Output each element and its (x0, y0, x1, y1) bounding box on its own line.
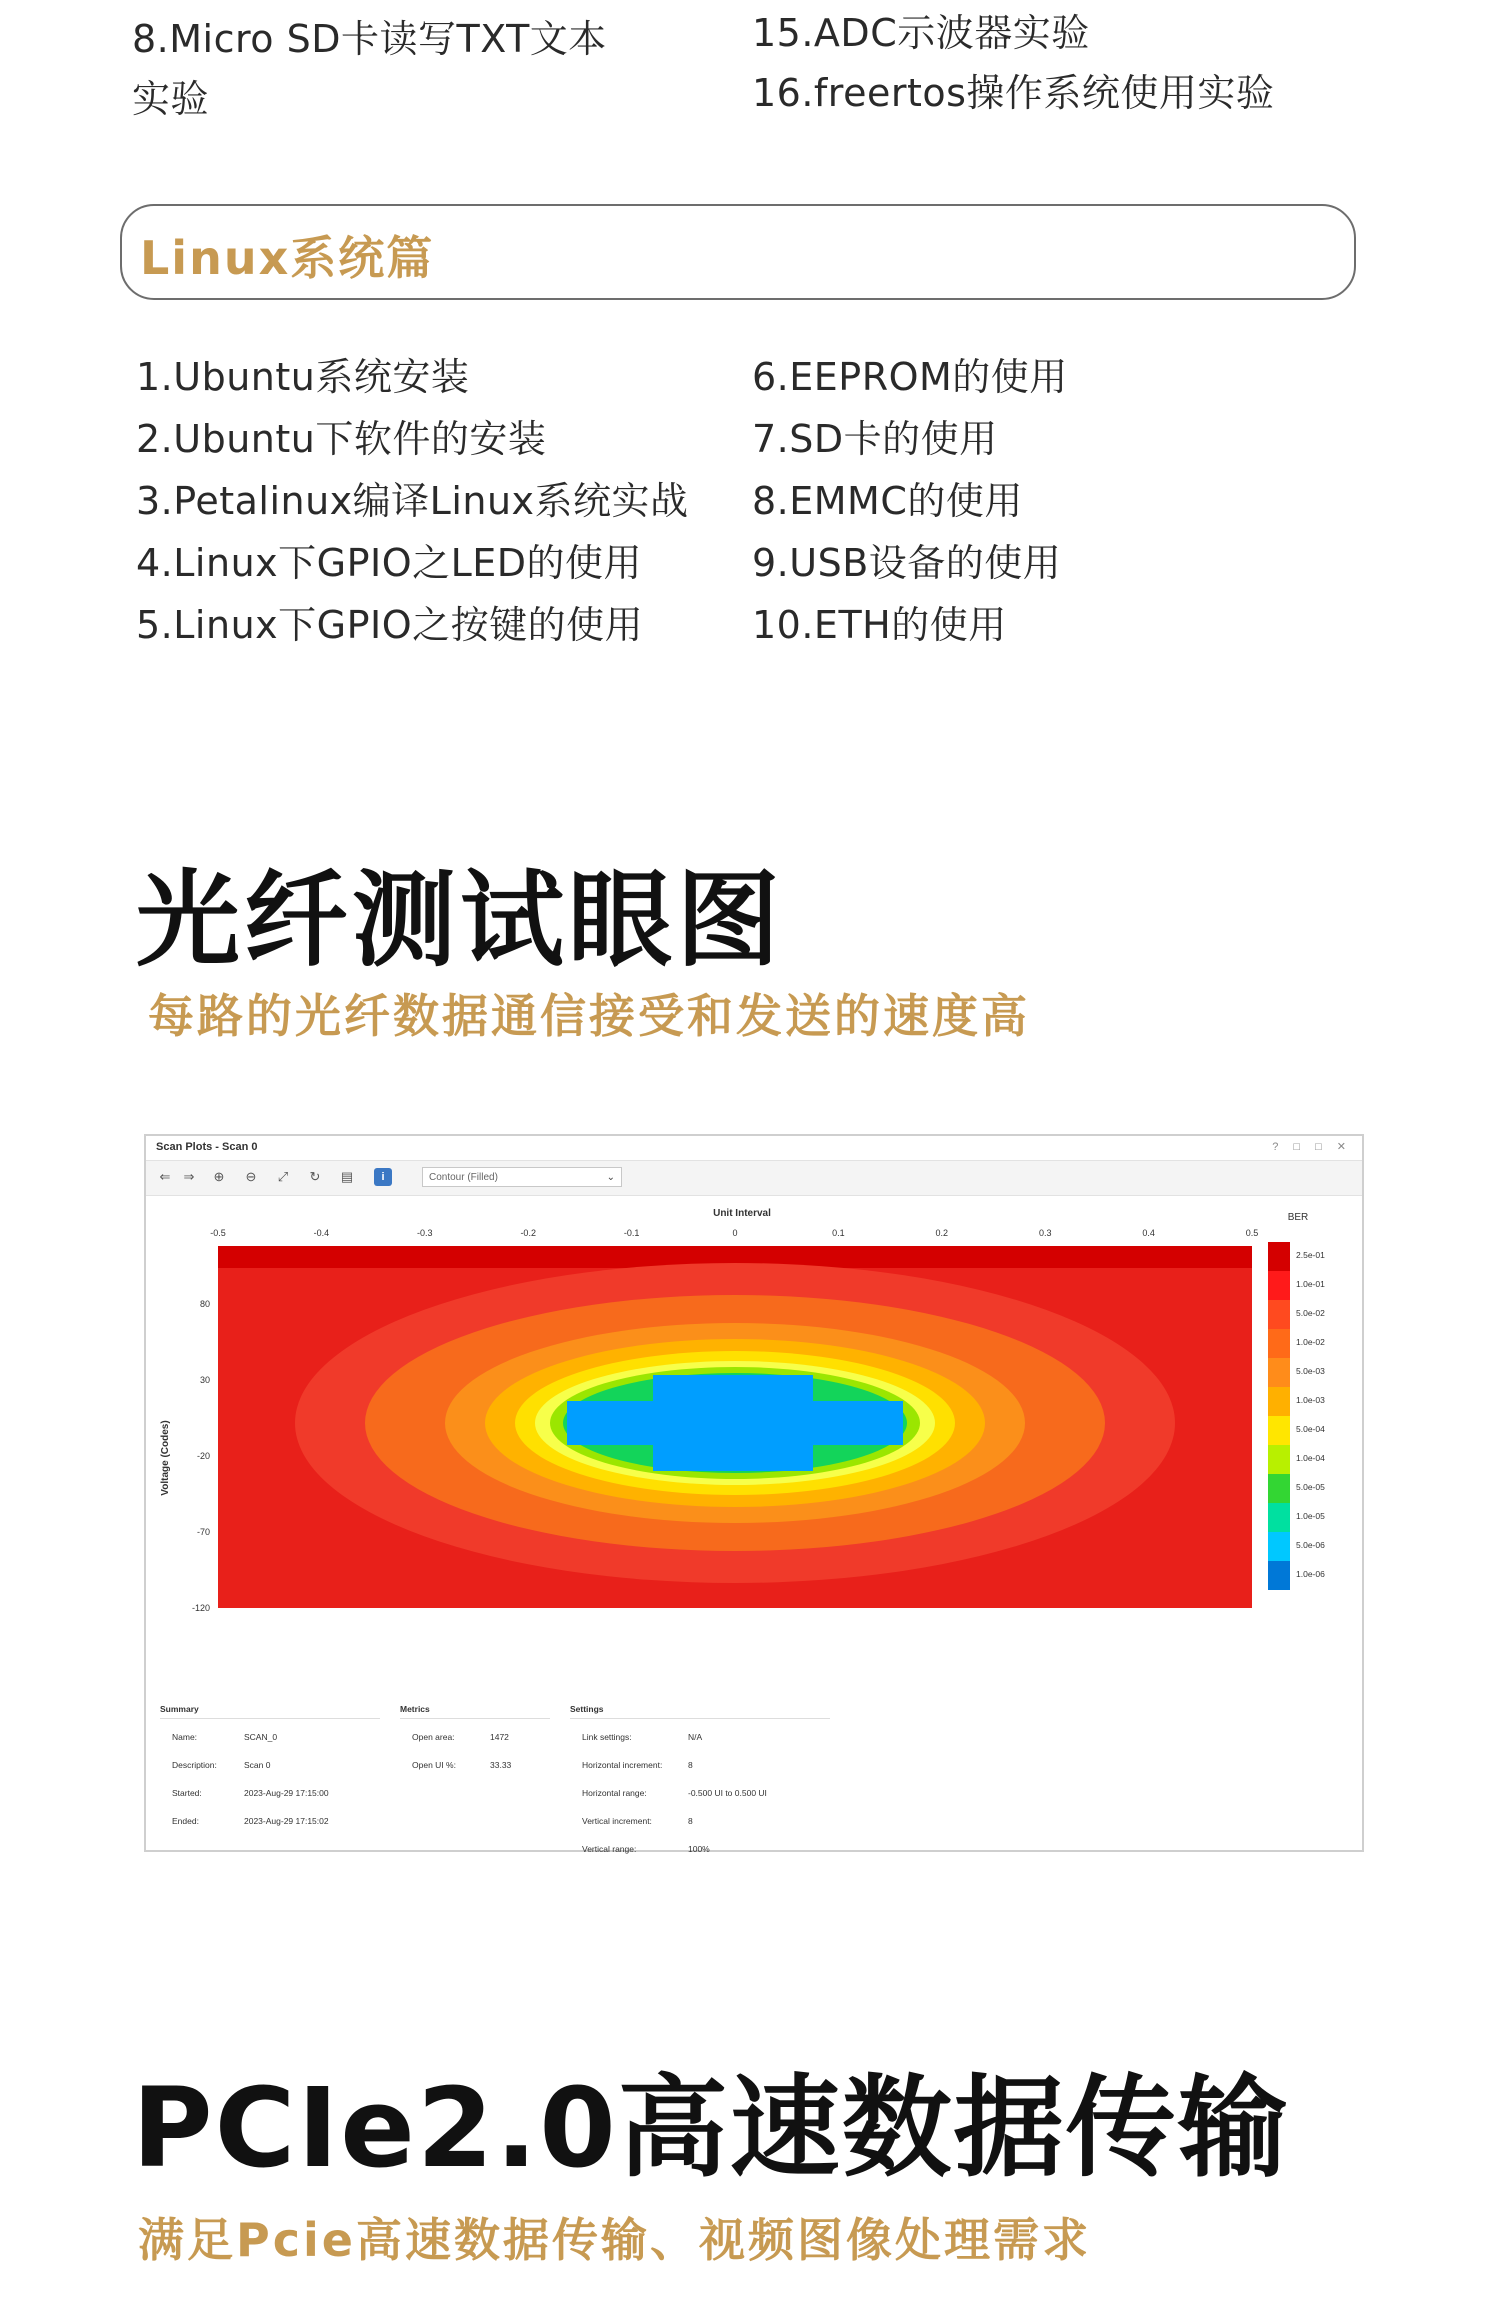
settings-heading: Settings (570, 1704, 604, 1714)
toolbar (146, 1160, 1362, 1196)
plot-type-select[interactable] (422, 1167, 622, 1187)
legend-swatch (1268, 1416, 1290, 1445)
legend-label: 5.0e-05 (1296, 1482, 1325, 1492)
x-tick-label: 0.1 (832, 1228, 845, 1238)
list-item: 15.ADC示波器实验 (752, 11, 1090, 55)
info-label: Vertical increment: (582, 1816, 652, 1826)
scan-info-panel (160, 1704, 1350, 1854)
legend-swatch (1268, 1445, 1290, 1474)
x-axis-title: Unit Interval (713, 1208, 771, 1219)
list-item: 9.USB设备的使用 (752, 541, 1062, 585)
x-tick-label: -0.1 (623, 1228, 640, 1238)
x-tick-label: 0 (732, 1228, 738, 1238)
legend-swatch (1268, 1532, 1290, 1561)
x-tick-label: -0.4 (313, 1228, 330, 1238)
info-icon[interactable]: i (374, 1168, 392, 1186)
pcie-section-subtitle: 满足Pcie高速数据传输、视频图像处理需求 (138, 2213, 1091, 2267)
plot-type-value: Contour (Filled) (429, 1172, 498, 1183)
divider (160, 1718, 380, 1719)
legend-label: 1.0e-03 (1296, 1395, 1325, 1405)
legend-swatch (1268, 1242, 1290, 1271)
ber-legend (1268, 1242, 1325, 1590)
legend-label: 1.0e-02 (1296, 1337, 1325, 1347)
back-icon[interactable]: ⇐ (159, 1169, 171, 1184)
legend-label: 1.0e-06 (1296, 1569, 1325, 1579)
y-tick-label: 30 (199, 1374, 210, 1385)
info-value: 1472 (490, 1732, 509, 1742)
info-value: 8 (688, 1816, 693, 1826)
x-axis-ticks (210, 1228, 1258, 1238)
eye-section-title: 光纤测试眼图 (136, 859, 785, 981)
x-tick-label: 0.4 (1142, 1228, 1155, 1238)
chevron-down-icon: ⌄ (606, 1172, 615, 1183)
window-title: Scan Plots - Scan 0 (156, 1141, 258, 1153)
legend-label: 5.0e-02 (1296, 1308, 1325, 1318)
list-item: 8.Micro SD卡读写TXT文本 (132, 17, 607, 61)
pcie-section-title: PCIe2.0高速数据传输 (132, 2064, 1290, 2192)
legend-swatch (1268, 1358, 1290, 1387)
eye-opening-center (653, 1375, 813, 1471)
y-axis-ticks (192, 1299, 210, 1613)
info-label: Vertical range: (582, 1844, 637, 1854)
list-item: 5.Linux下GPIO之按键的使用 (136, 603, 644, 647)
eye-section-subtitle: 每路的光纤数据通信接受和发送的速度高 (148, 989, 1030, 1043)
legend-title: BER (1287, 1212, 1309, 1223)
info-label: Started: (172, 1788, 202, 1798)
divider (400, 1718, 550, 1719)
y-axis-title: Voltage (Codes) (160, 1420, 171, 1496)
legend-label: 5.0e-03 (1296, 1366, 1325, 1376)
x-tick-label: 0.5 (1245, 1228, 1259, 1238)
list-item: 16.freertos操作系统使用实验 (752, 71, 1275, 115)
info-value: Scan 0 (244, 1760, 271, 1770)
contour-layers (218, 1246, 1252, 1608)
x-tick-label: -0.5 (210, 1228, 226, 1238)
x-tick-label: -0.2 (520, 1228, 536, 1238)
info-label: Horizontal increment: (582, 1760, 663, 1770)
info-value: 33.33 (490, 1760, 512, 1770)
legend-label: 5.0e-06 (1296, 1540, 1325, 1550)
legend-swatch (1268, 1503, 1290, 1532)
info-label: Horizontal range: (582, 1788, 647, 1798)
info-label: Name: (172, 1732, 198, 1742)
legend-label: 2.5e-01 (1296, 1250, 1325, 1260)
divider (570, 1718, 830, 1719)
list-item: 6.EEPROM的使用 (752, 355, 1068, 399)
list-item: 2.Ubuntu下软件的安装 (136, 417, 547, 461)
zoom-in-icon[interactable]: ⊕ (213, 1169, 225, 1184)
list-item: 8.EMMC的使用 (752, 479, 1023, 523)
metrics-heading: Metrics (400, 1704, 430, 1714)
summary-heading: Summary (160, 1704, 199, 1714)
fit-icon[interactable]: ⤢ (277, 1169, 289, 1184)
legend-swatch (1268, 1387, 1290, 1416)
info-label: Description: (172, 1760, 217, 1770)
y-tick-label: -70 (196, 1526, 210, 1537)
legend-swatch (1268, 1271, 1290, 1300)
x-tick-label: 0.2 (935, 1228, 949, 1238)
legend-label: 1.0e-04 (1296, 1453, 1325, 1463)
zoom-out-icon[interactable]: ⊖ (245, 1169, 257, 1184)
eye-contour-plot (146, 1196, 1362, 1690)
info-value: 2023-Aug-29 17:15:00 (244, 1788, 329, 1798)
info-value: 100% (688, 1844, 710, 1854)
legend-label: 1.0e-05 (1296, 1511, 1325, 1521)
info-value: 8 (688, 1760, 693, 1770)
forward-icon[interactable]: ⇒ (183, 1169, 195, 1184)
y-tick-label: 80 (199, 1298, 210, 1309)
y-tick-label: -120 (191, 1603, 210, 1613)
info-value: N/A (688, 1732, 703, 1742)
list-item: 10.ETH的使用 (752, 603, 1007, 647)
list-item: 3.Petalinux编译Linux系统实战 (136, 479, 689, 523)
legend-swatch (1268, 1561, 1290, 1590)
section-title-linux: Linux系统篇 (140, 231, 435, 285)
info-value: SCAN_0 (244, 1732, 278, 1742)
legend-swatch (1268, 1300, 1290, 1329)
scan-plot-window (144, 1134, 1364, 1852)
info-label: Open area: (412, 1732, 455, 1742)
info-value: -0.500 UI to 0.500 UI (688, 1788, 767, 1798)
info-label: Link settings: (582, 1732, 632, 1742)
export-icon[interactable]: ▤ (340, 1169, 354, 1184)
info-value: 2023-Aug-29 17:15:02 (244, 1816, 329, 1826)
list-item: 4.Linux下GPIO之LED的使用 (136, 541, 643, 585)
list-item: 1.Ubuntu系统安装 (136, 355, 470, 399)
legend-label: 5.0e-04 (1296, 1424, 1325, 1434)
legend-swatch (1268, 1474, 1290, 1503)
legend-label: 1.0e-01 (1296, 1279, 1325, 1289)
info-label: Ended: (172, 1816, 199, 1826)
legend-swatch (1268, 1329, 1290, 1358)
list-item: 实验 (132, 77, 210, 121)
list-item: 7.SD卡的使用 (752, 417, 998, 461)
x-tick-label: -0.3 (417, 1228, 433, 1238)
info-label: Open UI %: (412, 1760, 456, 1770)
y-tick-label: -20 (196, 1450, 210, 1461)
refresh-icon[interactable]: ↻ (309, 1169, 321, 1184)
x-tick-label: 0.3 (1038, 1228, 1052, 1238)
window-controls[interactable]: ? □ □ ✕ (1272, 1141, 1352, 1153)
